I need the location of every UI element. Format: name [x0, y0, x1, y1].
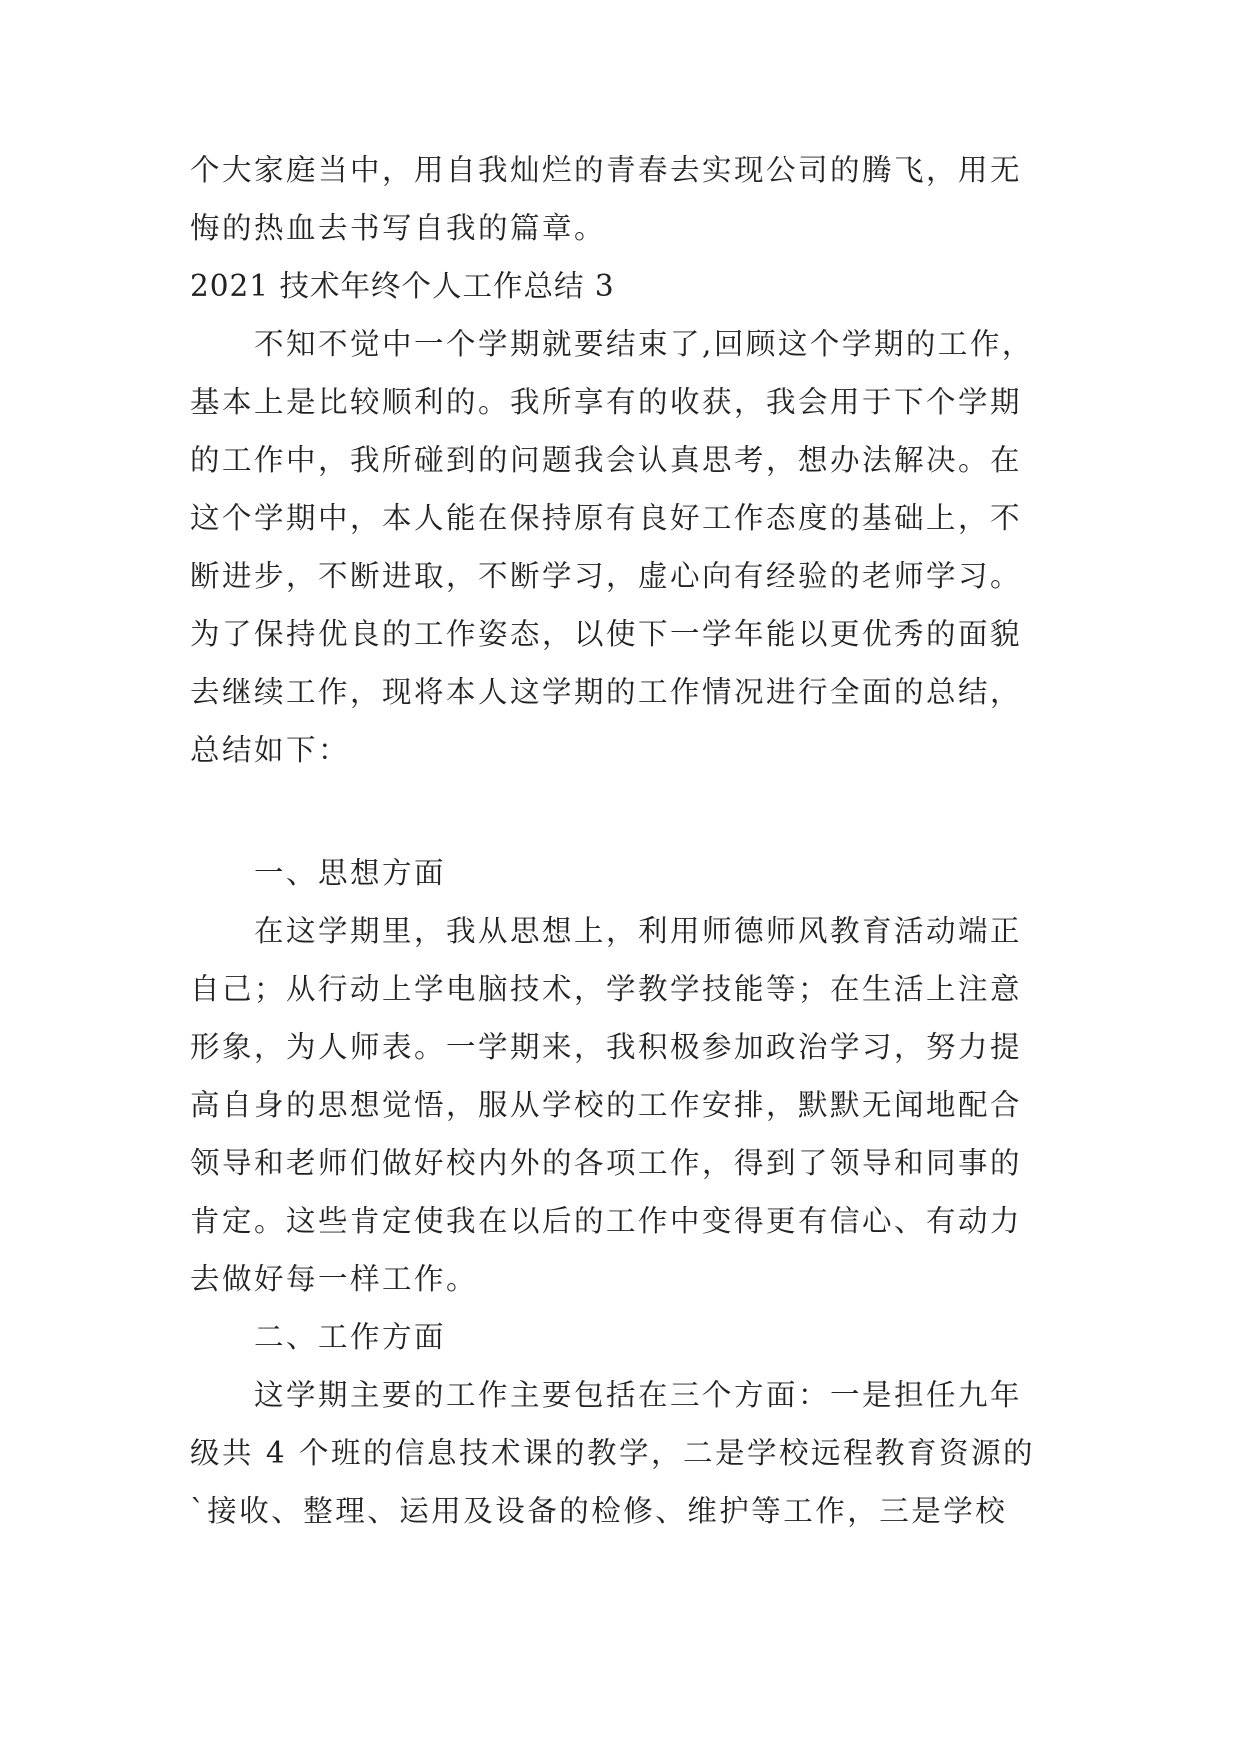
- section-title: 2021 技术年终个人工作总结 3: [190, 269, 615, 303]
- text-line: 肯定。这些肯定使我在以后的工作中变得更有信心、有动力: [190, 1204, 1023, 1238]
- text-line: 总结如下：: [190, 733, 351, 767]
- text-line: 基本上是比较顺利的。我所享有的收获，我会用于下个学期: [190, 385, 1023, 419]
- text-line: 为了保持优良的工作姿态，以使下一学年能以更优秀的面貌: [190, 617, 1023, 651]
- text-line: 断进步，不断进取，不断学习，虚心向有经验的老师学习。: [190, 559, 1023, 593]
- subsection-heading: 二、工作方面: [190, 1320, 447, 1354]
- text-line: `接收、整理、运用及设备的检修、维护等工作，三是学校: [190, 1494, 1008, 1528]
- text-line: 的工作中，我所碰到的问题我会认真思考，想办法解决。在: [190, 443, 1023, 477]
- text-line: 个大家庭当中，用自我灿烂的青春去实现公司的腾飞，用无: [190, 153, 1023, 187]
- text-line: 级共 4 个班的信息技术课的教学，二是学校远程教育资源的: [190, 1436, 1036, 1470]
- text-line: 自己；从行动上学电脑技术，学教学技能等；在生活上注意: [190, 972, 1023, 1006]
- subsection-heading: 一、思想方面: [190, 856, 447, 890]
- text-line: 去继续工作，现将本人这学期的工作情况进行全面的总结，: [190, 675, 1023, 709]
- text-line: 这学期主要的工作主要包括在三个方面：一是担任九年: [190, 1378, 1023, 1412]
- text-line: 领导和老师们做好校内外的各项工作，得到了领导和同事的: [190, 1146, 1023, 1180]
- text-line: 不知不觉中一个学期就要结束了,回顾这个学期的工作，: [190, 327, 1034, 361]
- text-line: 形象，为人师表。一学期来，我积极参加政治学习，努力提: [190, 1030, 1023, 1064]
- text-line: 这个学期中，本人能在保持原有良好工作态度的基础上，不: [190, 501, 1023, 535]
- text-line: 高自身的思想觉悟，服从学校的工作安排，默默无闻地配合: [190, 1088, 1023, 1122]
- text-line: 悔的热血去书写自我的篇章。: [190, 211, 607, 245]
- text-line: 去做好每一样工作。: [190, 1262, 479, 1296]
- text-line: 在这学期里，我从思想上，利用师德师风教育活动端正: [190, 914, 1023, 948]
